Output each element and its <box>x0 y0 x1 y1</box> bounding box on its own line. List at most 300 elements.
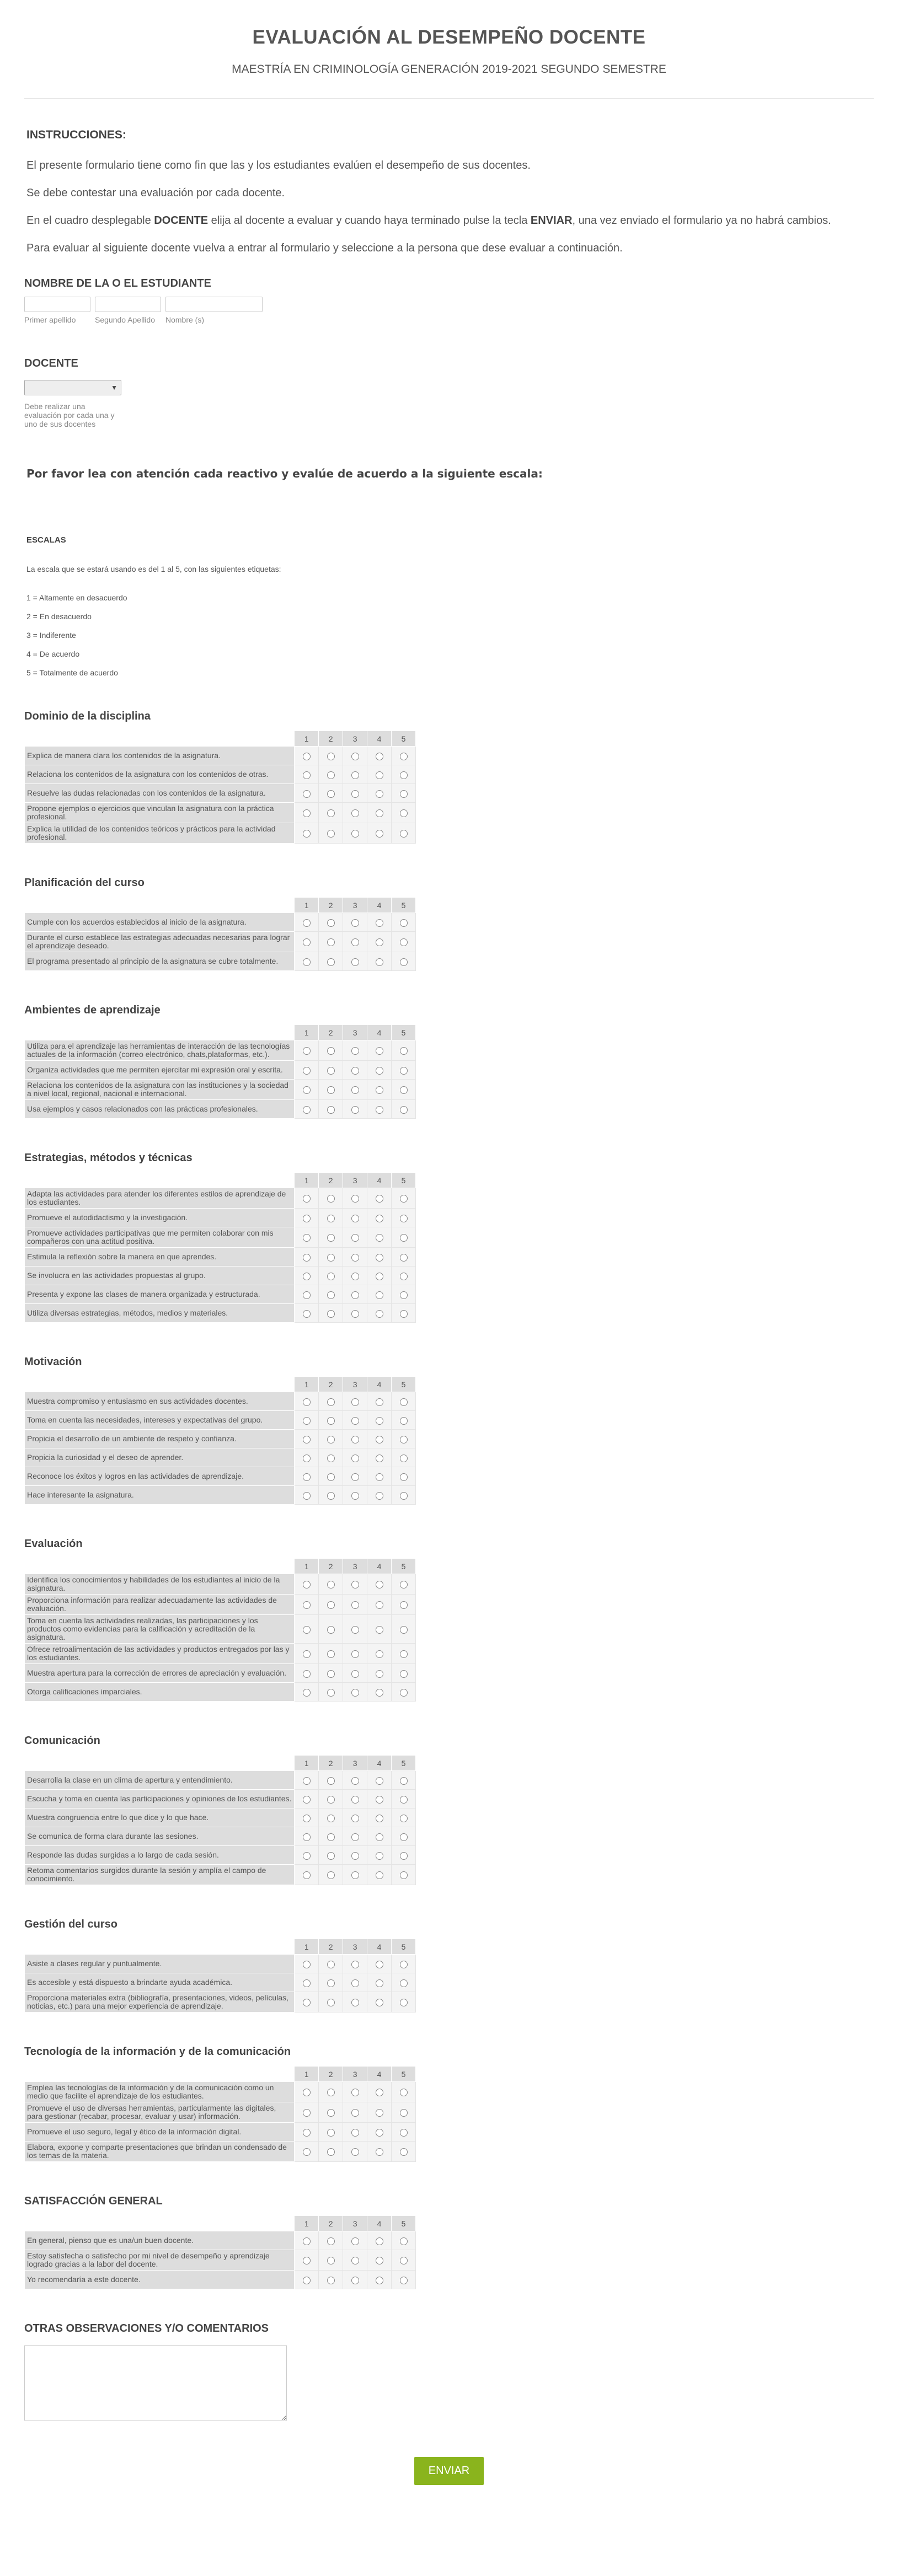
rating-radio-4[interactable] <box>376 1291 383 1299</box>
rating-radio-1[interactable] <box>303 2129 311 2137</box>
rating-radio-1[interactable] <box>303 830 311 838</box>
rating-radio-2[interactable] <box>327 753 335 760</box>
matrix-column-header: 3 <box>343 1756 367 1771</box>
rating-radio-3[interactable] <box>351 1999 359 2006</box>
rating-radio-5[interactable] <box>400 1852 408 1860</box>
matrix-question: Elabora, expone y comparte presentaciones que brindan un condensado de los temas de la materia. <box>25 2142 295 2162</box>
rating-radio-4[interactable] <box>376 1086 383 1094</box>
rating-radio-4[interactable] <box>376 1689 383 1697</box>
matrix-cell <box>343 2271 367 2289</box>
rating-radio-4[interactable] <box>376 1455 383 1462</box>
rating-radio-1[interactable] <box>303 809 311 817</box>
rating-radio-4[interactable] <box>376 1417 383 1425</box>
rating-radio-4[interactable] <box>376 753 383 760</box>
rating-radio-1[interactable] <box>303 2089 311 2096</box>
given-name-input[interactable] <box>165 297 263 312</box>
rating-radio-1[interactable] <box>303 1473 311 1481</box>
rating-radio-1[interactable] <box>303 2277 311 2284</box>
rating-radio-5[interactable] <box>400 1626 408 1634</box>
rating-radio-3[interactable] <box>351 1833 359 1841</box>
matrix-question: Ofrece retroalimentación de las actividades y productos entregados por las y los estudiantes. <box>25 1644 295 1664</box>
rating-radio-5[interactable] <box>400 1833 408 1841</box>
rating-radio-3[interactable] <box>351 1626 359 1634</box>
rating-radio-1[interactable] <box>303 1689 311 1697</box>
rating-radio-4[interactable] <box>376 1852 383 1860</box>
rating-radio-1[interactable] <box>303 1436 311 1443</box>
matrix-cell <box>295 823 319 844</box>
rating-radio-4[interactable] <box>376 1815 383 1822</box>
rating-radio-2[interactable] <box>327 1455 335 1462</box>
rating-radio-2[interactable] <box>327 1650 335 1658</box>
rating-radio-4[interactable] <box>376 1833 383 1841</box>
rating-radio-5[interactable] <box>400 1067 408 1075</box>
matrix-row <box>25 1304 416 1323</box>
rating-radio-2[interactable] <box>327 1473 335 1481</box>
rating-radio-4[interactable] <box>376 938 383 946</box>
matrix-cell <box>295 1100 319 1119</box>
matrix-cell <box>343 1992 367 2012</box>
matrix-question: Emplea las tecnologías de la información y de la comunicación como un medio que facilite el aprendizaje de los estudiantes. <box>25 2082 295 2102</box>
matrix-row <box>25 1392 416 1411</box>
rating-radio-1[interactable] <box>303 1492 311 1500</box>
rating-radio-3[interactable] <box>351 1815 359 1822</box>
rating-radio-4[interactable] <box>376 1601 383 1609</box>
rating-radio-3[interactable] <box>351 1796 359 1804</box>
rating-radio-3[interactable] <box>351 1106 359 1114</box>
rating-radio-1[interactable] <box>303 958 311 966</box>
rating-radio-1[interactable] <box>303 1215 311 1222</box>
rating-radio-1[interactable] <box>303 1234 311 1242</box>
rating-radio-5[interactable] <box>400 2277 408 2284</box>
rating-radio-1[interactable] <box>303 1852 311 1860</box>
matrix-cell <box>295 1392 319 1411</box>
rating-radio-3[interactable] <box>351 2257 359 2264</box>
rating-radio-4[interactable] <box>376 1979 383 1987</box>
rating-radio-1[interactable] <box>303 790 311 798</box>
observations-textarea[interactable] <box>24 2345 287 2421</box>
rating-radio-4[interactable] <box>376 1961 383 1968</box>
matrix-cell <box>295 1846 319 1865</box>
rating-radio-3[interactable] <box>351 771 359 779</box>
rating-radio-2[interactable] <box>327 1273 335 1280</box>
rating-radio-4[interactable] <box>376 830 383 838</box>
rating-radio-5[interactable] <box>400 1670 408 1678</box>
matrix-cell <box>392 913 416 932</box>
matrix-cell <box>319 1430 343 1448</box>
matrix-row <box>25 1595 416 1615</box>
rating-radio-1[interactable] <box>303 1310 311 1318</box>
rating-radio-5[interactable] <box>400 1234 408 1242</box>
rating-radio-4[interactable] <box>376 1626 383 1634</box>
section-9 <box>24 2195 874 2289</box>
rating-radio-4[interactable] <box>376 1581 383 1588</box>
matrix-cell <box>295 803 319 823</box>
rating-radio-2[interactable] <box>327 1436 335 1443</box>
rating-radio-3[interactable] <box>351 1961 359 1968</box>
matrix-cell <box>343 1248 367 1266</box>
rating-radio-5[interactable] <box>400 1601 408 1609</box>
rating-radio-3[interactable] <box>351 1273 359 1280</box>
rating-radio-3[interactable] <box>351 830 359 838</box>
rating-radio-4[interactable] <box>376 2237 383 2245</box>
matrix-cell <box>367 765 392 784</box>
rating-radio-4[interactable] <box>376 809 383 817</box>
rating-radio-2[interactable] <box>327 771 335 779</box>
matrix-cell <box>343 823 367 844</box>
rating-radio-4[interactable] <box>376 1067 383 1075</box>
rating-radio-1[interactable] <box>303 1455 311 1462</box>
rating-radio-1[interactable] <box>303 1106 311 1114</box>
rating-radio-4[interactable] <box>376 1195 383 1203</box>
rating-radio-1[interactable] <box>303 1273 311 1280</box>
rating-radio-2[interactable] <box>327 1581 335 1588</box>
rating-radio-5[interactable] <box>400 1815 408 1822</box>
rating-radio-2[interactable] <box>327 1106 335 1114</box>
rating-radio-4[interactable] <box>376 919 383 927</box>
rating-radio-5[interactable] <box>400 2237 408 2245</box>
rating-radio-5[interactable] <box>400 1215 408 1222</box>
rating-radio-3[interactable] <box>351 1979 359 1987</box>
rating-radio-3[interactable] <box>351 1310 359 1318</box>
section-title: Motivación <box>24 1356 82 1368</box>
rating-radio-3[interactable] <box>351 1067 359 1075</box>
rating-radio-5[interactable] <box>400 938 408 946</box>
matrix-cell <box>319 1808 343 1827</box>
rating-radio-5[interactable] <box>400 1195 408 1203</box>
rating-radio-2[interactable] <box>327 2277 335 2284</box>
rating-radio-5[interactable] <box>400 1961 408 1968</box>
rating-radio-2[interactable] <box>327 2237 335 2245</box>
rating-radio-5[interactable] <box>400 1492 408 1500</box>
rating-radio-4[interactable] <box>376 1670 383 1678</box>
matrix-cell <box>295 1955 319 1973</box>
rating-radio-2[interactable] <box>327 1398 335 1406</box>
rating-radio-1[interactable] <box>303 2257 311 2264</box>
rating-radio-5[interactable] <box>400 1871 408 1879</box>
rating-radio-3[interactable] <box>351 1581 359 1588</box>
rating-radio-1[interactable] <box>303 1086 311 1094</box>
matrix-cell <box>295 1080 319 1100</box>
rating-radio-5[interactable] <box>400 1291 408 1299</box>
rating-radio-2[interactable] <box>327 1670 335 1678</box>
rating-radio-2[interactable] <box>327 1215 335 1222</box>
rating-radio-5[interactable] <box>400 2148 408 2156</box>
rating-radio-5[interactable] <box>400 1047 408 1055</box>
rating-radio-5[interactable] <box>400 1796 408 1804</box>
rating-radio-3[interactable] <box>351 753 359 760</box>
docente-select[interactable] <box>24 380 121 395</box>
rating-radio-1[interactable] <box>303 1871 311 1879</box>
rating-radio-3[interactable] <box>351 1601 359 1609</box>
rating-radio-4[interactable] <box>376 1777 383 1785</box>
matrix-cell <box>367 1227 392 1248</box>
rating-radio-4[interactable] <box>376 2129 383 2137</box>
rating-radio-4[interactable] <box>376 1650 383 1658</box>
rating-radio-2[interactable] <box>327 790 335 798</box>
rating-radio-4[interactable] <box>376 1254 383 1262</box>
rating-radio-2[interactable] <box>327 1086 335 1094</box>
matrix-cell <box>367 932 392 952</box>
rating-radio-2[interactable] <box>327 1979 335 1987</box>
rating-radio-4[interactable] <box>376 2148 383 2156</box>
rating-radio-1[interactable] <box>303 1067 311 1075</box>
rating-radio-1[interactable] <box>303 1670 311 1678</box>
first-surname-input[interactable] <box>24 297 90 312</box>
rating-radio-3[interactable] <box>351 790 359 798</box>
rating-radio-2[interactable] <box>327 1601 335 1609</box>
rating-radio-4[interactable] <box>376 1492 383 1500</box>
rating-radio-2[interactable] <box>327 1626 335 1634</box>
rating-radio-5[interactable] <box>400 1398 408 1406</box>
rating-radio-1[interactable] <box>303 919 311 927</box>
rating-radio-3[interactable] <box>351 1670 359 1678</box>
rating-radio-1[interactable] <box>303 1650 311 1658</box>
rating-radio-5[interactable] <box>400 1106 408 1114</box>
rating-radio-3[interactable] <box>351 919 359 927</box>
rating-radio-4[interactable] <box>376 2277 383 2284</box>
rating-radio-2[interactable] <box>327 1777 335 1785</box>
rating-radio-3[interactable] <box>351 1473 359 1481</box>
matrix-cell <box>367 1266 392 1285</box>
rating-radio-1[interactable] <box>303 1581 311 1588</box>
rating-radio-4[interactable] <box>376 958 383 966</box>
rating-radio-5[interactable] <box>400 1310 408 1318</box>
rating-radio-1[interactable] <box>303 2109 311 2117</box>
matrix-row <box>25 1827 416 1846</box>
rating-radio-2[interactable] <box>327 1689 335 1697</box>
rating-radio-4[interactable] <box>376 1999 383 2006</box>
rating-radio-1[interactable] <box>303 1047 311 1055</box>
rating-radio-3[interactable] <box>351 2148 359 2156</box>
matrix-question: Identifica los conocimientos y habilidades de los estudiantes al inicio de la asignatura. <box>25 1574 295 1595</box>
rating-radio-2[interactable] <box>327 2129 335 2137</box>
rating-radio-3[interactable] <box>351 2237 359 2245</box>
rating-radio-5[interactable] <box>400 2109 408 2117</box>
rating-radio-3[interactable] <box>351 1871 359 1879</box>
rating-radio-1[interactable] <box>303 1999 311 2006</box>
rating-radio-3[interactable] <box>351 1047 359 1055</box>
matrix-cell <box>367 2271 392 2289</box>
rating-radio-1[interactable] <box>303 1796 311 1804</box>
matrix-row <box>25 952 416 971</box>
rating-radio-1[interactable] <box>303 1601 311 1609</box>
rating-radio-2[interactable] <box>327 1852 335 1860</box>
matrix-cell <box>319 1061 343 1080</box>
student-name-row <box>24 297 874 324</box>
rating-radio-2[interactable] <box>327 1492 335 1500</box>
rating-radio-4[interactable] <box>376 771 383 779</box>
rating-radio-5[interactable] <box>400 2129 408 2137</box>
matrix-cell <box>319 1615 343 1644</box>
rating-radio-5[interactable] <box>400 790 408 798</box>
rating-radio-4[interactable] <box>376 1106 383 1114</box>
matrix-cell <box>392 1574 416 1595</box>
matrix-row <box>25 1574 416 1595</box>
instructions-paragraph-4: Para evaluar al siguiente docente vuelva a entrar al formulario y seleccione a la persona que dese evaluar a continuación. <box>26 242 623 254</box>
submit-button[interactable]: ENVIAR <box>414 2457 484 2485</box>
rating-radio-1[interactable] <box>303 1626 311 1634</box>
rating-radio-2[interactable] <box>327 1234 335 1242</box>
rating-radio-3[interactable] <box>351 1455 359 1462</box>
rating-radio-3[interactable] <box>351 1291 359 1299</box>
rating-radio-2[interactable] <box>327 1291 335 1299</box>
rating-radio-2[interactable] <box>327 938 335 946</box>
rating-radio-4[interactable] <box>376 1234 383 1242</box>
rating-radio-5[interactable] <box>400 753 408 760</box>
rating-radio-1[interactable] <box>303 1398 311 1406</box>
rating-radio-4[interactable] <box>376 2089 383 2096</box>
rating-radio-2[interactable] <box>327 2089 335 2096</box>
rating-radio-2[interactable] <box>327 1961 335 1968</box>
rating-radio-5[interactable] <box>400 1999 408 2006</box>
rating-radio-5[interactable] <box>400 1473 408 1481</box>
matrix-cell <box>392 784 416 803</box>
rating-radio-3[interactable] <box>351 809 359 817</box>
rating-radio-1[interactable] <box>303 1815 311 1822</box>
rating-radio-2[interactable] <box>327 919 335 927</box>
matrix-cell <box>343 2250 367 2271</box>
rating-radio-3[interactable] <box>351 1777 359 1785</box>
rating-radio-2[interactable] <box>327 958 335 966</box>
rating-radio-3[interactable] <box>351 1436 359 1443</box>
rating-radio-2[interactable] <box>327 1047 335 1055</box>
matrix-cell <box>392 1209 416 1227</box>
rating-radio-1[interactable] <box>303 2237 311 2245</box>
matrix-cell <box>367 1285 392 1304</box>
rating-radio-2[interactable] <box>327 1254 335 1262</box>
matrix-cell <box>319 1790 343 1808</box>
rating-radio-5[interactable] <box>400 1650 408 1658</box>
matrix-question: Proporciona materiales extra (bibliografía, presentaciones, videos, películas, noticias, etc.) para una mejor experiencia de aprendizaje. <box>25 1992 295 2012</box>
rating-radio-2[interactable] <box>327 2109 335 2117</box>
rating-radio-5[interactable] <box>400 1777 408 1785</box>
rating-radio-5[interactable] <box>400 1273 408 1280</box>
matrix-cell <box>295 1827 319 1846</box>
rating-radio-3[interactable] <box>351 1689 359 1697</box>
rating-radio-4[interactable] <box>376 2109 383 2117</box>
section-title: Dominio de la disciplina <box>24 710 151 722</box>
rating-radio-2[interactable] <box>327 1999 335 2006</box>
rating-radio-4[interactable] <box>376 1398 383 1406</box>
rating-radio-3[interactable] <box>351 1215 359 1222</box>
rating-radio-3[interactable] <box>351 1398 359 1406</box>
matrix-cell <box>367 1790 392 1808</box>
rating-radio-1[interactable] <box>303 1961 311 1968</box>
matrix-question: Muestra compromiso y entusiasmo en sus actividades docentes. <box>25 1392 295 1411</box>
rating-radio-5[interactable] <box>400 1581 408 1588</box>
rating-radio-5[interactable] <box>400 809 408 817</box>
rating-radio-4[interactable] <box>376 1473 383 1481</box>
rating-radio-1[interactable] <box>303 1195 311 1203</box>
rating-radio-5[interactable] <box>400 1436 408 1443</box>
rating-radio-3[interactable] <box>351 1492 359 1500</box>
rating-radio-5[interactable] <box>400 958 408 966</box>
instructions-paragraph-2: Se debe contestar una evaluación por cada docente. <box>26 187 285 199</box>
rating-radio-5[interactable] <box>400 830 408 838</box>
rating-radio-2[interactable] <box>327 809 335 817</box>
rating-radio-3[interactable] <box>351 1195 359 1203</box>
matrix-cell <box>319 1304 343 1323</box>
rating-radio-2[interactable] <box>327 1310 335 1318</box>
second-surname-input[interactable] <box>95 297 161 312</box>
matrix-column-header: 2 <box>319 1559 343 1574</box>
rating-radio-2[interactable] <box>327 1067 335 1075</box>
rating-radio-5[interactable] <box>400 1254 408 1262</box>
rating-radio-3[interactable] <box>351 2277 359 2284</box>
rating-radio-2[interactable] <box>327 1815 335 1822</box>
rating-radio-4[interactable] <box>376 1871 383 1879</box>
rating-radio-5[interactable] <box>400 2089 408 2096</box>
rating-radio-2[interactable] <box>327 1796 335 1804</box>
matrix-row <box>25 1486 416 1505</box>
rating-radio-2[interactable] <box>327 1195 335 1203</box>
instr-bold-enviar: ENVIAR <box>530 214 573 227</box>
rating-radio-1[interactable] <box>303 2148 311 2156</box>
rating-radio-1[interactable] <box>303 1291 311 1299</box>
rating-radio-5[interactable] <box>400 1086 408 1094</box>
rating-radio-2[interactable] <box>327 2257 335 2264</box>
matrix-question: Relaciona los contenidos de la asignatura con las instituciones y la sociedad a nivel local, regional, nacional e internacional. <box>25 1080 295 1100</box>
rating-radio-3[interactable] <box>351 2129 359 2137</box>
rating-radio-1[interactable] <box>303 1417 311 1425</box>
rating-radio-3[interactable] <box>351 1852 359 1860</box>
matrix-column-header: 5 <box>392 2216 416 2231</box>
rating-radio-4[interactable] <box>376 2257 383 2264</box>
rating-radio-1[interactable] <box>303 753 311 760</box>
rating-radio-2[interactable] <box>327 1871 335 1879</box>
rating-radio-5[interactable] <box>400 919 408 927</box>
rating-radio-3[interactable] <box>351 1650 359 1658</box>
rating-radio-4[interactable] <box>376 1436 383 1443</box>
rating-radio-4[interactable] <box>376 1796 383 1804</box>
rating-radio-2[interactable] <box>327 1417 335 1425</box>
rating-radio-5[interactable] <box>400 1689 408 1697</box>
rating-radio-3[interactable] <box>351 1086 359 1094</box>
rating-radio-4[interactable] <box>376 1215 383 1222</box>
matrix-question: Estoy satisfecha o satisfecho por mi nivel de desempeño y aprendizaje logrado gracias a la labor del docente. <box>25 2250 295 2271</box>
matrix-row <box>25 2102 416 2123</box>
rating-radio-1[interactable] <box>303 938 311 946</box>
rating-radio-3[interactable] <box>351 2089 359 2096</box>
rating-radio-1[interactable] <box>303 1254 311 1262</box>
rating-radio-1[interactable] <box>303 1777 311 1785</box>
rating-radio-1[interactable] <box>303 771 311 779</box>
rating-radio-3[interactable] <box>351 938 359 946</box>
rating-radio-4[interactable] <box>376 790 383 798</box>
rating-radio-5[interactable] <box>400 771 408 779</box>
rating-radio-3[interactable] <box>351 1417 359 1425</box>
matrix-cell <box>319 1467 343 1486</box>
rating-radio-2[interactable] <box>327 2148 335 2156</box>
rating-radio-1[interactable] <box>303 1833 311 1841</box>
rating-radio-1[interactable] <box>303 1979 311 1987</box>
rating-radio-4[interactable] <box>376 1273 383 1280</box>
rating-radio-2[interactable] <box>327 830 335 838</box>
rating-radio-4[interactable] <box>376 1047 383 1055</box>
rating-radio-3[interactable] <box>351 2109 359 2117</box>
first-surname-sublabel: Primer apellido <box>24 315 76 324</box>
rating-radio-4[interactable] <box>376 1310 383 1318</box>
rating-radio-5[interactable] <box>400 1979 408 1987</box>
rating-radio-2[interactable] <box>327 1833 335 1841</box>
matrix-question: En general, pienso que es una/un buen docente. <box>25 2231 295 2250</box>
rating-radio-5[interactable] <box>400 1455 408 1462</box>
rating-radio-3[interactable] <box>351 1234 359 1242</box>
rating-radio-5[interactable] <box>400 1417 408 1425</box>
rating-radio-5[interactable] <box>400 2257 408 2264</box>
rating-radio-3[interactable] <box>351 1254 359 1262</box>
rating-radio-3[interactable] <box>351 958 359 966</box>
